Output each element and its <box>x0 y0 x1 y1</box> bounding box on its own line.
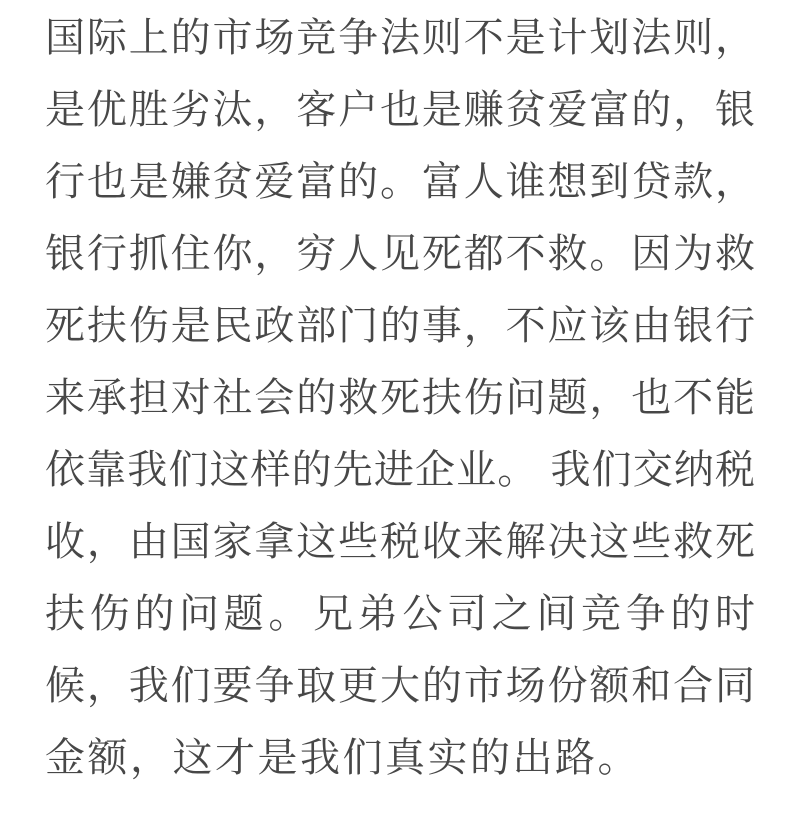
text-line-1: 国际上的市场竞争法则不是计划法则， <box>45 16 755 60</box>
text-line-3: 行也是嫌贫爱富的。富人谁想到贷款， <box>45 160 755 204</box>
text-line-7: 依靠我们这样的先进企业。 我们交纳税 <box>45 448 755 492</box>
text-line-9: 扶伤的问题。兄弟公司之间竞争的时 <box>45 592 755 636</box>
text-line-5: 死扶伤是民政部门的事，不应该由银行 <box>45 304 755 348</box>
text-line-8: 收，由国家拿这些税收来解决这些救死 <box>45 520 755 564</box>
text-line-10: 候，我们要争取更大的市场份额和合同 <box>45 664 755 708</box>
text-line-6: 来承担对社会的救死扶伤问题，也不能 <box>45 376 755 420</box>
text-line-4: 银行抓住你，穷人见死都不救。因为救 <box>45 232 755 276</box>
text-line-11: 金额，这才是我们真实的出路。 <box>45 736 640 780</box>
text-line-2: 是优胜劣汰，客户也是赚贫爱富的，银 <box>45 88 755 132</box>
